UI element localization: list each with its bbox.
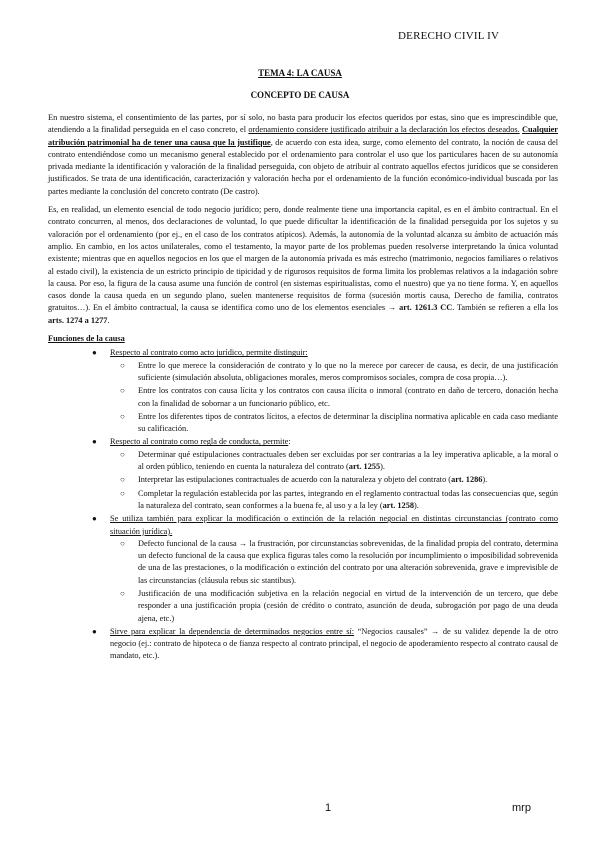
- p2-text-m: . También se refieren a ella los: [452, 303, 558, 313]
- p1-bold-underline: Cualquier atribución patrimonial ha de tener una causa que la justifique: [48, 125, 558, 147]
- p2-article-ref-1: art. 1261.3 CC: [399, 303, 453, 313]
- sub-item: [110, 588, 558, 625]
- sub-text: ).: [482, 475, 488, 485]
- functions-list: [48, 347, 558, 662]
- paragraph-1: [48, 112, 558, 198]
- article-ref: art. 1255: [348, 462, 381, 472]
- circle-bullet-icon: ○: [120, 360, 125, 370]
- p1-text-a: En nuestro sistema, el consentimiento de las partes, por sí solo, no basta para producir los efectos queridos por estas, sino que es imprescindible que, atendiendo a la finalidad perseguida en el caso concreto, el: [48, 113, 558, 135]
- sub-item: [110, 385, 558, 410]
- sub-text: ).: [414, 500, 419, 510]
- p1-text-c: , de acuerdo con esta idea, surge, como elemento del contrato, la noción de causa del contrato entendiéndose como un mecanismo general establecido por el ordenamiento para controlar el uso que los particulares hacen de su autonomía privada mediante la identificación y valoración de la finalidad perseguida, con objeto de atribuir al contrato aquellos efectos jurídicos que se consideren justificados. Se trata de una identificación, caracterización y valoración hecha por el ordenamiento de la función económico-individual buscada por las partes mediante la conclusión del concreto contrato (De castro).: [48, 137, 559, 196]
- circle-bullet-icon: ○: [120, 538, 125, 548]
- sub-text: Entre los diferentes tipos de contratos lícitos, a efectos de determinar la disciplina normativa aplicable en cada caso mediante su calificación.: [138, 411, 558, 434]
- sub-item: [110, 488, 558, 513]
- function-label: Se utiliza también para explicar la modificación o extinción de la relación negocial en distintas circunstancias (contrato como situación jurídica).: [110, 514, 558, 536]
- sub-item: [110, 474, 558, 486]
- functions-heading: Funciones de la causa: [48, 334, 125, 344]
- course-header: DERECHO CIVIL IV: [398, 30, 500, 42]
- function-item: [48, 513, 558, 625]
- function-label: Respecto al contrato como regla de conducta, permite: [110, 437, 289, 447]
- circle-bullet-icon: ○: [120, 386, 125, 396]
- page-title: TEMA 4: LA CAUSA: [258, 68, 342, 78]
- circle-bullet-icon: ○: [120, 488, 125, 498]
- sub-item: [110, 449, 558, 474]
- sub-text: Defecto funcional de la causa → la frustración, por circunstancias sobrevenidas, de la finalidad propia del contrato, determina un defecto funcional de la causa que explica figuras tales como la resolución por incumplimiento o imposibilidad sobrevenida de una de las prestaciones, o la modificación o extinción del contrato por una alteración sobrevenida, grave e imprevisible de las circunstancias (cláusula rebus sic stantibus).: [138, 538, 558, 585]
- p2-text-e: .: [107, 315, 110, 325]
- function-item: [48, 436, 558, 512]
- sub-item: [110, 538, 558, 587]
- function-item: [48, 347, 558, 435]
- sub-text: Completar la regulación establecida por las partes, integrando en el reglamento contractual todas las consecuencias que, según la naturaleza del contrato, sean conformes a la buena fe, al uso y a la ley (: [138, 488, 558, 510]
- function-text: “Negocios causales” → de su validez depende la de otro negocio (ej.: contrato de hipoteca o de fianza respecto al contrato principal, el negocio de apoderamiento respecto al contrato causal de mandato, etc.).: [110, 626, 558, 661]
- circle-bullet-icon: ○: [120, 411, 125, 421]
- sub-text: Determinar qué estipulaciones contractuales deben ser excluidas por ser contrarias a la ley imperativa aplicable, a la moral o al orden público, teniendo en cuenta la naturaleza del contrato (: [138, 449, 558, 472]
- p2-text-a: Es, en realidad, un elemento esencial de todo negocio jurídico; pero, donde realmente tiene una importancia capital, es en el ámbito contractual. En el contrato concurren, al menos, dos declaraciones de voluntad, lo que puede dificultar la identificación de la finalidad perseguida por los sujetos y su valoración por el ordenamiento (por ej., en el caso de los contratos atípicos). Además, la autonomía de la voluntad alcanza su ámbito de actuación más amplio. En cambio, en los actos unilaterales, como el testamento, la mayor parte de los problemas pueden resolverse interpretando la única voluntad existente; mientras que en aquellos negocios en los que el margen de la autonomía privada es más estrecho (matrimonio, negocios familiares o relativos al estado civil), la existencia de un estricto principio de tipicidad y de rigurosos requisitos de forma limita los problemas relativos a la indagación sobre la causa. Por eso, la figura de la causa asume una función de control (en sistemas espiritualistas, como el nuestro) que ya no tiene forma. Y, en aquellos casos donde la causa queda en un segundo plano, suelen mantenerse requisitos de forma (sucesión mortis causa, Derecho de familia, contratos gratuitos…). En el ámbito contractual, la causa se identifica como uno de los elementos esenciales →: [48, 205, 558, 313]
- sub-list: [110, 538, 558, 625]
- sub-list: [110, 449, 558, 512]
- sub-item: [110, 360, 558, 385]
- p1-underline: ordenamiento considere justificado atribuir a la declaración los efectos deseados.: [248, 125, 520, 135]
- sub-item: [110, 411, 558, 436]
- function-text: :: [288, 437, 291, 447]
- circle-bullet-icon: ○: [120, 475, 125, 485]
- bullet-icon: ●: [92, 626, 97, 636]
- sub-text: ).: [380, 462, 385, 472]
- article-ref: art. 1286: [451, 475, 483, 485]
- footer-initials: mrp: [512, 802, 531, 814]
- bullet-icon: ●: [92, 348, 97, 358]
- function-item: [48, 626, 558, 663]
- bullet-icon: ●: [92, 514, 97, 524]
- circle-bullet-icon: ○: [120, 588, 125, 598]
- bullet-icon: ●: [92, 437, 97, 447]
- sub-text: Interpretar las estipulaciones contractuales de acuerdo con la naturaleza y objeto del contrato (: [138, 475, 452, 485]
- paragraph-2: [48, 204, 558, 327]
- p2-article-ref-2: arts. 1274 a 1277: [48, 315, 108, 325]
- sub-text: Entre lo que merece la consideración de contrato y lo que no la merece por carecer de causa, es decir, de una justificación suficiente (simulación absoluta, obligaciones morales, meros compromisos sociales, compra de cosa propia…).: [138, 360, 558, 382]
- section-title: CONCEPTO DE CAUSA: [250, 90, 350, 100]
- sub-text: Entre los contratos con causa lícita y los contratos con causa ilícita o inmoral (contrato en daño de tercero, donación hecha con la finalidad de sobornar a un funcionario público, etc.: [138, 386, 558, 408]
- function-label: Respecto al contrato como acto jurídico, permite distinguir:: [110, 348, 308, 358]
- sub-text: Justificación de una modificación subjetiva en la relación negocial en virtud de la intervención de un tercero, que debe responder a una justificación propia (cesión de crédito o contrato, asunción de deuda, subrogación por pago de una deuda ajena, etc.): [138, 588, 558, 623]
- circle-bullet-icon: ○: [120, 449, 125, 459]
- document-body: [48, 112, 558, 664]
- sub-list: [110, 360, 558, 436]
- article-ref: art. 1258: [382, 500, 414, 510]
- page-number: 1: [325, 802, 332, 814]
- function-label: Sirve para explicar la dependencia de determinados negocios entre sí:: [110, 626, 355, 636]
